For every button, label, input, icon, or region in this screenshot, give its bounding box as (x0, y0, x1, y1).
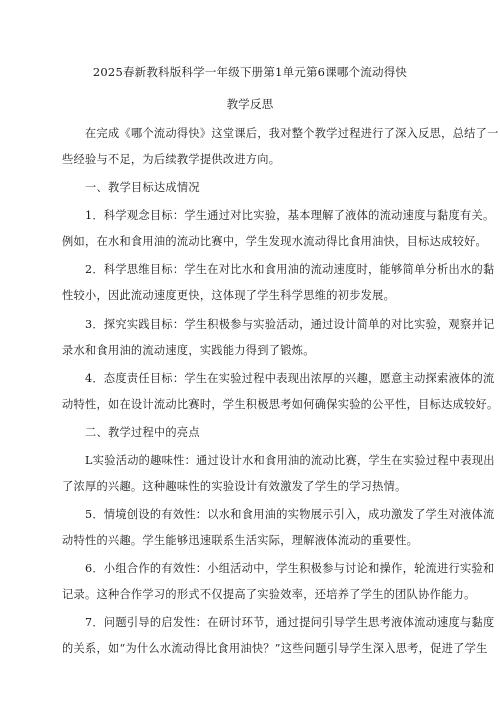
section-heading: 一、教学目标达成情况 (85, 181, 200, 194)
paragraph-line: 录水和食用油的流动速度，实践能力得到了锻炼。 (62, 344, 315, 357)
paragraph-line: 7．问题引导的启发性：在研讨环节，通过提问引导学生思考液体流动速度与黏度 (85, 616, 495, 629)
paragraph-line: 3．探究实践目标：学生积极参与实验活动，通过设计简单的对比实验，观察并记 (85, 318, 495, 331)
paragraph-line: 的关系，如“为什么水流动得比食用油快？”这些问题引导学生深入思考，促进了学生 (62, 642, 488, 655)
paragraph-line: 些经验与不足，为后续教学提供改进方向。 (62, 153, 281, 166)
paragraph-line: 在完成《哪个流动得快》这堂课后，我对整个教学过程进行了深入反思，总结了一 (85, 127, 499, 140)
paragraph-line: 记录。这种合作学习的形式不仅提高了实验效率，还培养了学生的团队协作能力。 (62, 588, 476, 601)
paragraph-line: L实验活动的趣味性：通过设计水和食用油的流动比赛，学生在实验过程中表现出 (85, 454, 495, 467)
document-title: 2025春新教科版科学一年级下册第1单元第6课哪个流动得快 (92, 65, 408, 79)
document-subtitle: 教学反思 (226, 97, 274, 111)
paragraph-line: 5．情境创设的有效性：以水和食用油的实物展示引入，成功激发了学生对液体流 (85, 508, 495, 521)
paragraph-line: 1．科学观念目标：学生通过对比实验，基本理解了液体的流动速度与黏度有关。 (85, 209, 495, 222)
paragraph-line: 6．小组合作的有效性：小组活动中，学生积极参与讨论和操作，轮流进行实验和 (85, 562, 495, 575)
paragraph-line: 4．态度责任目标：学生在实验过程中表现出浓厚的兴趣，愿意主动探索液体的流 (85, 372, 495, 385)
paragraph-line: 了浓厚的兴趣。这种趣味性的实验设计有效激发了学生的学习热情。 (62, 480, 407, 493)
paragraph-line: 性较小，因此流动速度更快，这体现了学生科学思维的初步发展。 (62, 289, 396, 302)
paragraph-line: 动特性的兴趣。学生能够迅速联系生活实际，理解液体流动的重要性。 (62, 534, 419, 547)
paragraph-line: 例如，在水和食用油的流动比赛中，学生发现水流动得比食用油快，目标达成较好。 (62, 235, 488, 248)
paragraph-line: 2．科学思维目标：学生在对比水和食用油的流动速度时，能够简单分析出水的黏 (85, 263, 495, 276)
paragraph-line: 动特性，如在设计流动比赛时，学生积极思考如何确保实验的公平性，目标达成较好。 (62, 398, 499, 411)
section-heading: 二、教学过程中的亮点 (85, 426, 200, 439)
